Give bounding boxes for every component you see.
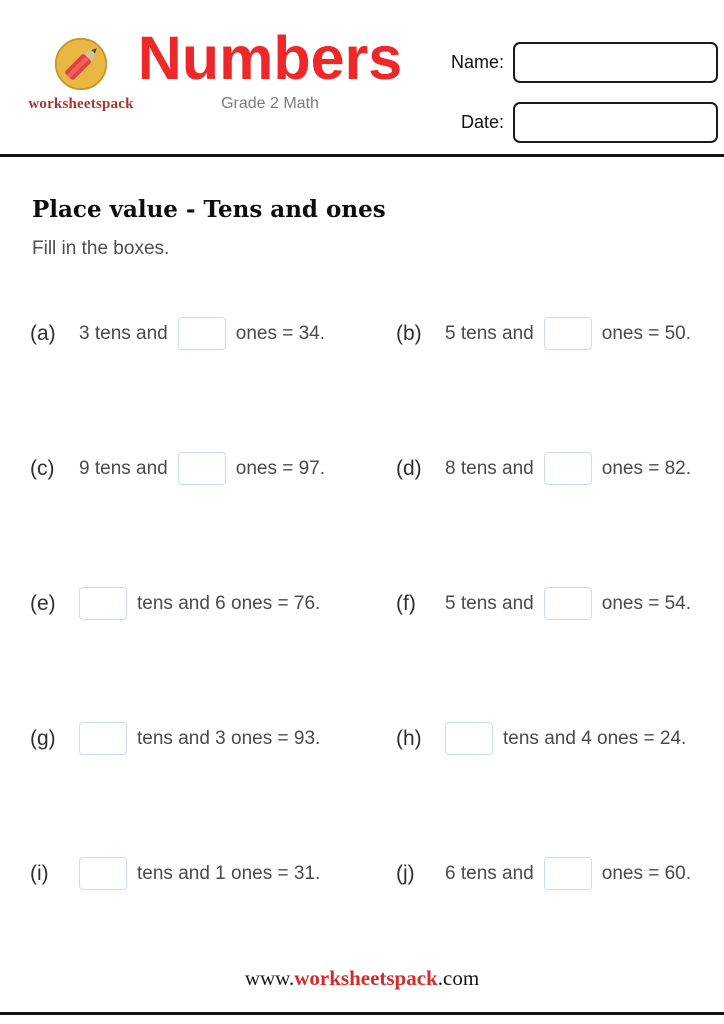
logo-brand-text: worksheetspack [28, 96, 134, 112]
answer-box[interactable] [544, 317, 592, 350]
answer-box[interactable] [178, 317, 226, 350]
problem-label: (d) [396, 456, 422, 480]
date-label: Date: [460, 112, 504, 132]
date-field[interactable] [513, 102, 718, 143]
problem-text-after-box: ones = 82. [601, 457, 692, 479]
answer-box[interactable] [544, 452, 592, 485]
name-row [443, 42, 718, 83]
problem-text-after-box: ones = 50. [601, 322, 692, 344]
header [0, 0, 724, 155]
answer-box[interactable] [544, 857, 592, 890]
problem-label: (g) [30, 726, 56, 750]
problem-text-after-box: ones = 97. [235, 457, 326, 479]
problem-row-c [30, 450, 396, 487]
page-subtitle: Grade 2 Math [221, 95, 319, 112]
problem-text-after-box: ones = 54. [601, 592, 692, 614]
problem-label: (a) [30, 321, 56, 345]
problem-text-before-box: 9 tens and [79, 457, 168, 479]
problem-row-b [396, 315, 696, 352]
problem-row-g [30, 720, 396, 757]
problem-row-f [396, 585, 696, 622]
answer-box[interactable] [178, 452, 226, 485]
bottom-divider [0, 1012, 724, 1015]
title-block [124, 22, 416, 113]
problem-text-after-box: ones = 60. [601, 862, 692, 884]
worksheet-content [0, 158, 724, 990]
problem-text-after-box: tens and 1 ones = 31. [137, 862, 321, 884]
header-divider [0, 154, 724, 157]
problem-label: (f) [396, 591, 416, 615]
worksheet-instruction: Fill in the boxes. [32, 238, 170, 259]
problem-label: (h) [396, 726, 422, 750]
problem-text-before-box: 3 tens and [79, 322, 168, 344]
name-label: Name: [450, 52, 504, 72]
pencil-logo-icon [53, 36, 109, 92]
problem-label: (b) [396, 321, 422, 345]
page-title: Numbers [137, 24, 403, 92]
answer-box[interactable] [445, 722, 493, 755]
problem-text-before-box: 5 tens and [445, 322, 534, 344]
footer-url-brand: worksheetspack [294, 966, 438, 990]
problem-text-after-box: tens and 6 ones = 76. [137, 592, 321, 614]
date-row [443, 102, 718, 143]
problem-row-e [30, 585, 396, 622]
problem-text-after-box: ones = 34. [235, 322, 326, 344]
worksheet-title: Place value - Tens and ones [32, 196, 386, 223]
problem-row-j [396, 855, 696, 892]
answer-box[interactable] [79, 722, 127, 755]
problem-label: (e) [30, 591, 56, 615]
problem-row-i [30, 855, 396, 892]
problem-text-before-box: 5 tens and [445, 592, 534, 614]
footer-url-suffix: .com [437, 966, 480, 990]
name-date-block [443, 42, 718, 162]
problem-text-after-box: tens and 4 ones = 24. [503, 727, 687, 749]
problem-label: (i) [30, 861, 49, 885]
answer-box[interactable] [544, 587, 592, 620]
problem-label: (j) [396, 861, 415, 885]
problem-text-before-box: 8 tens and [445, 457, 534, 479]
problem-text-before-box: 6 tens and [445, 862, 534, 884]
problem-row-h [396, 720, 696, 757]
answer-box[interactable] [79, 587, 127, 620]
problem-row-d [396, 450, 696, 487]
name-field[interactable] [513, 42, 718, 83]
problem-label: (c) [30, 456, 55, 480]
problems-grid [30, 315, 694, 990]
answer-box[interactable] [79, 857, 127, 890]
footer-url-prefix: www. [244, 966, 295, 990]
footer-url [0, 966, 724, 991]
problem-text-after-box: tens and 3 ones = 93. [137, 727, 321, 749]
problem-row-a [30, 315, 396, 352]
